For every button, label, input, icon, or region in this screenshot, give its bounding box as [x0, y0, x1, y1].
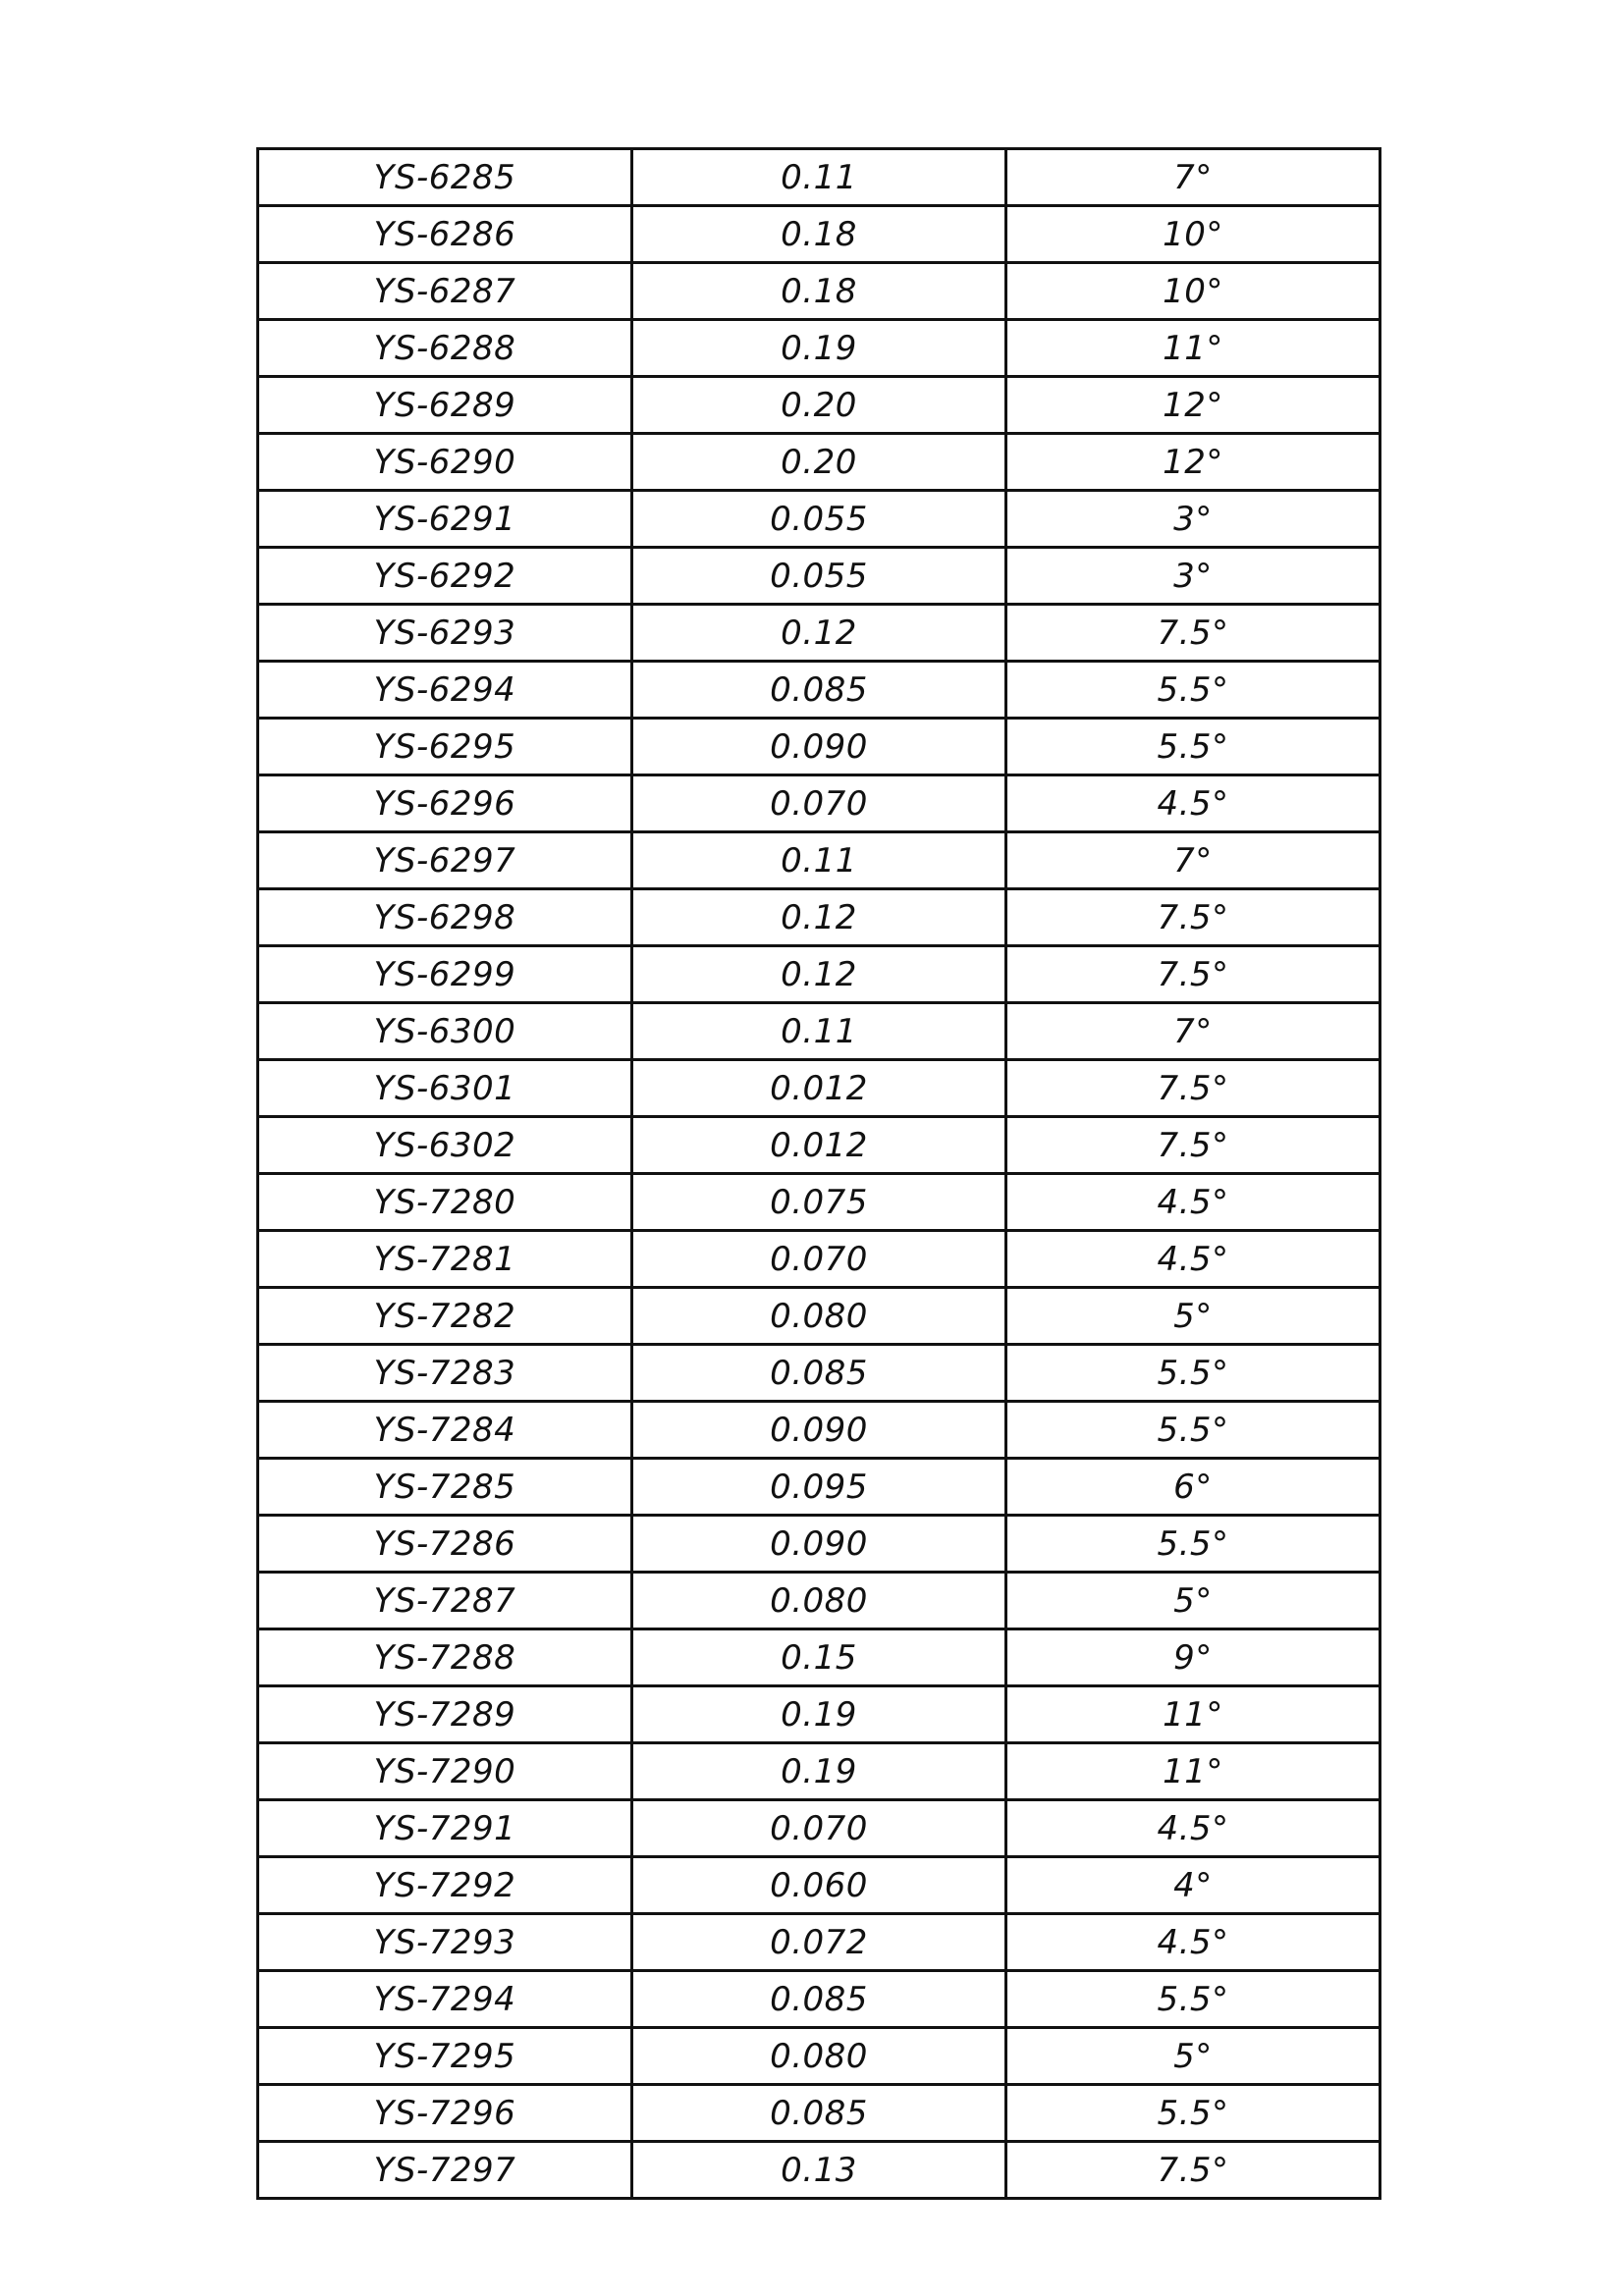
value-cell: 0.13: [632, 2142, 1006, 2199]
table-row: [258, 1345, 1380, 1402]
table-row: [258, 1573, 1380, 1629]
model-cell: YS-6301: [258, 1060, 632, 1117]
table-row: [258, 1629, 1380, 1686]
table-row: [258, 1003, 1380, 1060]
value-cell: 0.20: [632, 377, 1006, 434]
model-cell: YS-7294: [258, 1971, 632, 2028]
model-cell: YS-6302: [258, 1117, 632, 1174]
value-cell: 0.19: [632, 1686, 1006, 1743]
model-cell: YS-6295: [258, 719, 632, 775]
value-cell: 0.080: [632, 2028, 1006, 2085]
value-cell: 0.085: [632, 662, 1006, 719]
model-cell: YS-7295: [258, 2028, 632, 2085]
value-cell: 0.11: [632, 1003, 1006, 1060]
model-cell: YS-7282: [258, 1288, 632, 1345]
table-row: [258, 1459, 1380, 1516]
angle-cell: 5.5°: [1006, 1402, 1380, 1459]
angle-cell: 7.5°: [1006, 605, 1380, 662]
value-cell: 0.085: [632, 1345, 1006, 1402]
value-cell: 0.15: [632, 1629, 1006, 1686]
table-row: [258, 889, 1380, 946]
angle-cell: 10°: [1006, 263, 1380, 320]
table-row: [258, 775, 1380, 832]
value-cell: 0.085: [632, 1971, 1006, 2028]
angle-cell: 7°: [1006, 832, 1380, 889]
angle-cell: 4.5°: [1006, 775, 1380, 832]
table-row: [258, 662, 1380, 719]
angle-cell: 7°: [1006, 1003, 1380, 1060]
angle-cell: 7.5°: [1006, 946, 1380, 1003]
table-row: [258, 548, 1380, 605]
model-cell: YS-7283: [258, 1345, 632, 1402]
model-cell: YS-7291: [258, 1800, 632, 1857]
table-row: [258, 491, 1380, 548]
value-cell: 0.080: [632, 1573, 1006, 1629]
value-cell: 0.055: [632, 548, 1006, 605]
table-row: [258, 377, 1380, 434]
angle-cell: 3°: [1006, 491, 1380, 548]
value-cell: 0.090: [632, 1402, 1006, 1459]
table-row: [258, 263, 1380, 320]
model-cell: YS-6299: [258, 946, 632, 1003]
value-cell: 0.090: [632, 1516, 1006, 1573]
angle-cell: 5.5°: [1006, 662, 1380, 719]
table-row: [258, 434, 1380, 491]
model-cell: YS-7296: [258, 2085, 632, 2142]
value-cell: 0.12: [632, 605, 1006, 662]
value-cell: 0.070: [632, 775, 1006, 832]
model-cell: YS-6292: [258, 548, 632, 605]
table-row: [258, 2142, 1380, 2199]
angle-cell: 5.5°: [1006, 1971, 1380, 2028]
model-cell: YS-7284: [258, 1402, 632, 1459]
angle-cell: 5.5°: [1006, 1345, 1380, 1402]
model-cell: YS-6285: [258, 149, 632, 206]
table-row: [258, 1743, 1380, 1800]
angle-cell: 11°: [1006, 320, 1380, 377]
table-row: [258, 1857, 1380, 1914]
table-row: [258, 1914, 1380, 1971]
model-cell: YS-7281: [258, 1231, 632, 1288]
value-cell: 0.18: [632, 206, 1006, 263]
value-cell: 0.085: [632, 2085, 1006, 2142]
table-row: [258, 1174, 1380, 1231]
table-row: [258, 320, 1380, 377]
angle-cell: 5°: [1006, 2028, 1380, 2085]
value-cell: 0.055: [632, 491, 1006, 548]
model-cell: YS-7280: [258, 1174, 632, 1231]
angle-cell: 4.5°: [1006, 1800, 1380, 1857]
table-row: [258, 605, 1380, 662]
angle-cell: 4.5°: [1006, 1914, 1380, 1971]
angle-cell: 4.5°: [1006, 1231, 1380, 1288]
angle-cell: 11°: [1006, 1743, 1380, 1800]
table-row: [258, 1800, 1380, 1857]
angle-cell: 7.5°: [1006, 1060, 1380, 1117]
value-cell: 0.075: [632, 1174, 1006, 1231]
value-cell: 0.080: [632, 1288, 1006, 1345]
model-cell: YS-7293: [258, 1914, 632, 1971]
value-cell: 0.070: [632, 1231, 1006, 1288]
value-cell: 0.12: [632, 946, 1006, 1003]
value-cell: 0.070: [632, 1800, 1006, 1857]
value-cell: 0.12: [632, 889, 1006, 946]
model-cell: YS-7287: [258, 1573, 632, 1629]
value-cell: 0.19: [632, 320, 1006, 377]
angle-cell: 3°: [1006, 548, 1380, 605]
angle-cell: 5.5°: [1006, 2085, 1380, 2142]
angle-cell: 5°: [1006, 1573, 1380, 1629]
table-row: [258, 149, 1380, 206]
table-row: [258, 1516, 1380, 1573]
angle-cell: 9°: [1006, 1629, 1380, 1686]
model-cell: YS-7288: [258, 1629, 632, 1686]
table-row: [258, 1231, 1380, 1288]
model-cell: YS-6298: [258, 889, 632, 946]
table-row: [258, 1117, 1380, 1174]
table-row: [258, 2085, 1380, 2142]
model-cell: YS-7290: [258, 1743, 632, 1800]
angle-cell: 5.5°: [1006, 719, 1380, 775]
angle-cell: 5.5°: [1006, 1516, 1380, 1573]
value-cell: 0.095: [632, 1459, 1006, 1516]
data-table: [256, 147, 1381, 2200]
angle-cell: 12°: [1006, 377, 1380, 434]
table-row: [258, 206, 1380, 263]
model-cell: YS-7297: [258, 2142, 632, 2199]
angle-cell: 5°: [1006, 1288, 1380, 1345]
table-row: [258, 1686, 1380, 1743]
value-cell: 0.060: [632, 1857, 1006, 1914]
angle-cell: 7.5°: [1006, 1117, 1380, 1174]
angle-cell: 6°: [1006, 1459, 1380, 1516]
angle-cell: 12°: [1006, 434, 1380, 491]
model-cell: YS-7289: [258, 1686, 632, 1743]
model-cell: YS-6288: [258, 320, 632, 377]
table-row: [258, 832, 1380, 889]
value-cell: 0.090: [632, 719, 1006, 775]
angle-cell: 7°: [1006, 149, 1380, 206]
model-cell: YS-6286: [258, 206, 632, 263]
angle-cell: 11°: [1006, 1686, 1380, 1743]
model-cell: YS-6287: [258, 263, 632, 320]
table-row: [258, 1402, 1380, 1459]
value-cell: 0.11: [632, 149, 1006, 206]
model-cell: YS-7285: [258, 1459, 632, 1516]
table-row: [258, 1971, 1380, 2028]
angle-cell: 4°: [1006, 1857, 1380, 1914]
value-cell: 0.19: [632, 1743, 1006, 1800]
model-cell: YS-6291: [258, 491, 632, 548]
value-cell: 0.11: [632, 832, 1006, 889]
model-cell: YS-6289: [258, 377, 632, 434]
table-row: [258, 1060, 1380, 1117]
model-cell: YS-6300: [258, 1003, 632, 1060]
value-cell: 0.012: [632, 1117, 1006, 1174]
angle-cell: 7.5°: [1006, 889, 1380, 946]
model-cell: YS-7286: [258, 1516, 632, 1573]
value-cell: 0.18: [632, 263, 1006, 320]
angle-cell: 4.5°: [1006, 1174, 1380, 1231]
model-cell: YS-7292: [258, 1857, 632, 1914]
table-row: [258, 719, 1380, 775]
model-cell: YS-6296: [258, 775, 632, 832]
angle-cell: 7.5°: [1006, 2142, 1380, 2199]
table-body: [258, 149, 1380, 2199]
model-cell: YS-6290: [258, 434, 632, 491]
value-cell: 0.20: [632, 434, 1006, 491]
model-cell: YS-6294: [258, 662, 632, 719]
model-cell: YS-6293: [258, 605, 632, 662]
angle-cell: 10°: [1006, 206, 1380, 263]
table-row: [258, 2028, 1380, 2085]
model-cell: YS-6297: [258, 832, 632, 889]
value-cell: 0.012: [632, 1060, 1006, 1117]
value-cell: 0.072: [632, 1914, 1006, 1971]
table-row: [258, 1288, 1380, 1345]
table-row: [258, 946, 1380, 1003]
